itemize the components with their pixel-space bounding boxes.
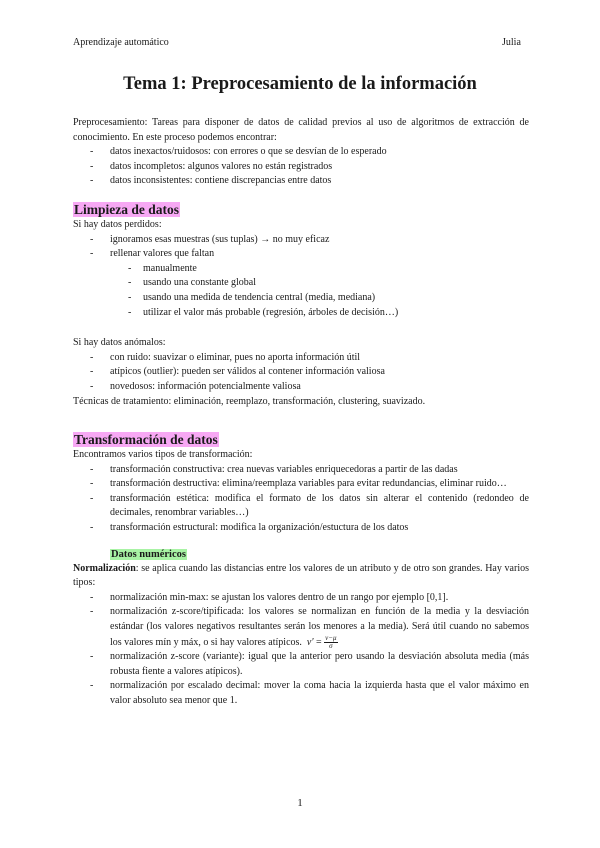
sub-list-item: - manualmente [73, 262, 529, 277]
formula-equals: = [316, 636, 322, 648]
page-title: Tema 1: Preprocesamiento de la información [123, 74, 477, 94]
formula-lhs: v' [306, 636, 314, 648]
list-item: - transformación estética: modifica el formato de los datos sin alterar el contenido (redondeo de decimales, renombrar variables…) [73, 492, 529, 521]
list-item: - datos inexactos/ruidosos: con errores o que se desvían de lo esperado [73, 145, 529, 160]
list-item-zscore [73, 605, 529, 650]
formula-numerator: v−μ [325, 633, 337, 642]
list-item: - novedosos: información potencialmente valiosa [73, 380, 529, 395]
list-item: - transformación destructiva: elimina/reemplaza variables para evitar redundancias, eliminar ruido… [73, 477, 529, 492]
intro-paragraph: Preprocesamiento: Tareas para disponer de datos de calidad previos al uso de algoritmos de extracción de conocimiento. En este proceso podemos encontrar: [73, 117, 529, 143]
normalizacion-text: : se aplica cuando las distancias entre los valores de un atributo y de otro son grandes. Hay varios tipos: [73, 562, 529, 589]
sub-list-item: - usando una medida de tendencia central (media, mediana) [73, 291, 529, 306]
zscore-text: normalización z-score/tipificada: los valores se normalizan en función de la media y la desviación estándar (los valores negativos resultantes serán los menores a la media). Será útil cuando no sabemos los valores mín y máx, o si hay valores atípicos. [110, 606, 529, 648]
section-heading-limpieza-text: Limpieza de datos [74, 201, 180, 217]
list-item: - normalización z-score (variante): igual que la anterior pero usando la desviación absoluta media (más robusta fiente a valores atípicos). [73, 650, 529, 679]
header-course: Aprendizaje automático [73, 37, 169, 48]
list-item: - datos incompletos: algunos valores no están registrados [73, 160, 529, 175]
formula-fraction [324, 635, 337, 650]
subsection-heading-numericos [110, 548, 529, 562]
list-item: - rellenar valores que faltan [73, 247, 529, 262]
section-heading-transformacion [73, 431, 529, 448]
tecnicas-paragraph: Técnicas de tratamiento: eliminación, reemplazo, transformación, clustering, suavizado. [73, 395, 426, 407]
list-item: - transformación constructiva: crea nuevas variables enriquecedoras a partir de las dadas [73, 463, 529, 478]
normalizacion-term: Normalización [73, 562, 136, 574]
section-heading-transformacion-text: Transformación de datos [74, 432, 218, 448]
transformacion-intro: Encontramos varios tipos de transformación: [73, 449, 253, 461]
list-item: - atípicos (outlier): pueden ser válidos al contener información valiosa [73, 365, 529, 380]
perdidos-intro: Si hay datos perdidos: [73, 218, 162, 230]
list-item: - datos inconsistentes: contiene discrepancias entre datos [73, 174, 529, 189]
page-number: 1 [297, 797, 303, 809]
list-item: - ignoramos esas muestras (sus tuplas) → no muy eficaz [73, 233, 529, 248]
list-item: - transformación estructural: modifica la organización/estuctura de los datos [73, 521, 529, 536]
subsection-heading-numericos-text: Datos numéricos [111, 548, 186, 560]
normalizacion-paragraph [73, 562, 529, 591]
list-item: - con ruido: suavizar o eliminar, pues no aporta información útil [73, 351, 529, 366]
anomalos-intro: Si hay datos anómalos: [73, 337, 166, 349]
list-item: - normalización min-max: se ajustan los valores dentro de un rango por ejemplo [0,1]. [73, 591, 529, 606]
section-heading-limpieza [73, 201, 529, 218]
sub-list-item: - utilizar el valor más probable (regresión, árboles de decisión…) [73, 306, 529, 321]
header-author: Julia [502, 37, 521, 48]
sub-list-item: - usando una constante global [73, 276, 529, 291]
document-body [73, 116, 529, 708]
list-item: - normalización por escalado decimal: mover la coma hacia la izquierda hasta que el valor máximo en valor absoluto sea menor que 1. [73, 679, 529, 708]
formula-denominator: σ [329, 641, 333, 650]
